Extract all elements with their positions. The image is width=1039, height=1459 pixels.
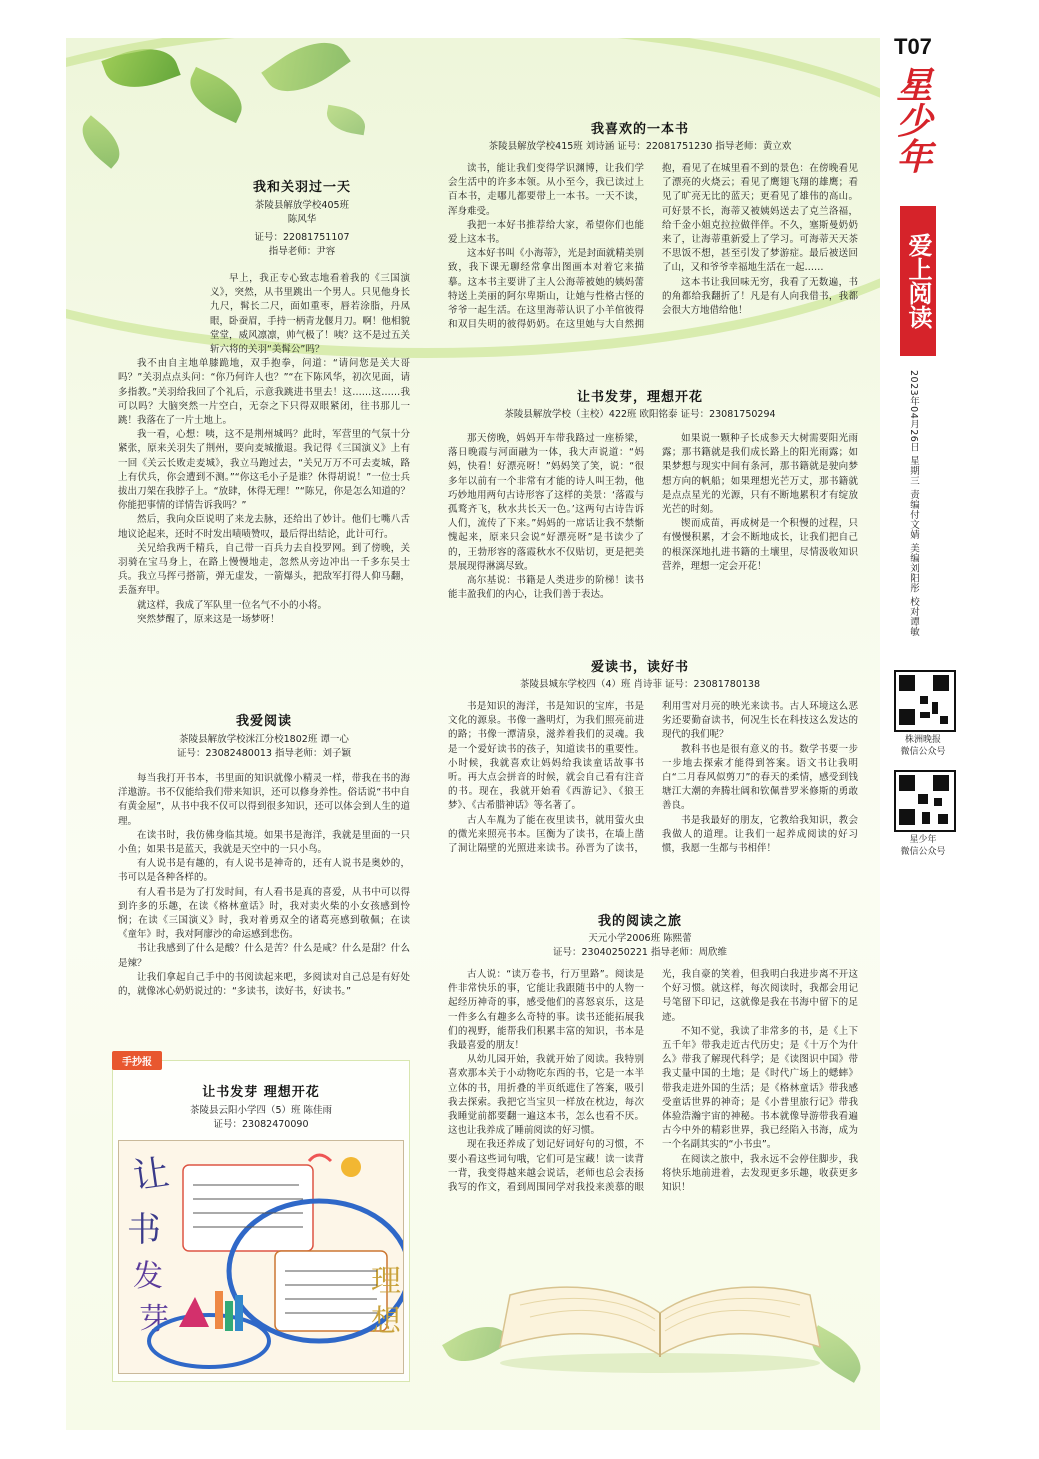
poster-cert: 证号：23082470090 [213,1119,309,1130]
article-author: 陈风华 [287,214,317,225]
paragraph: 有人说书是有趣的，有人说书是神奇的，还有人说书是奥妙的，书可以是各种各样的。 [118,858,410,884]
date-editor-line: 2023年04月26日 星期三 责编付文婧 美编刘阳彤 校对谭敏 [908,370,919,637]
poster-tag: 手抄报 [112,1051,162,1070]
paragraph: 书是知识的海洋，书是知识的宝库，书是文化的源泉。书像一盏明灯，为我们照亮前进的路；书像一潭清泉，滋养着我们的灵魂。我是一个爱好读书的孩子，知道读书的重要性。小时候，我就喜欢让妈妈给我读童话故事书听。再大点会拼音的时候，就会自己看有注音的书。现在，我就开始看《西游记》、《狼王梦》、《古希腊神话》等名著了。 [448,701,644,812]
article-book-sprout [430,386,850,422]
article-byline: 茶陵县解放学校（主校）422班 欧阳铭泰 证号：23081750294 [504,409,776,420]
qr-label: 株洲晚报 微信公众号 [900,735,946,757]
svg-text:让: 让 [130,1152,172,1198]
svg-text:发: 发 [133,1259,163,1294]
svg-text:理: 理 [371,1264,401,1299]
poster-title: 让书发芽 理想开花 [202,1085,320,1100]
svg-text:书: 书 [127,1210,161,1250]
paragraph: 书是我最好的朋友，它教给我知识，教会我做人的道理。让我们一起养成阅读的好习惯，我愿一生都与书相伴！ [662,814,858,855]
paragraph: 读书，能让我们变得学识渊博，让我们学会生活中的许多本领。从小至今，我已读过上百本书，走哪儿都要带上一本书。一天不读，浑身难受。 [448,163,644,217]
paragraph: 我不由自主地单膝跪地，双手抱拳，问道：“请问您是关大哥吗？”关羽点点头问：“你乃何许人也？”“在下陈风华，初次见面，请多指教。”关羽给我回了个礼后，示意我跳进书里去！这……这……我可以吗？大脑突然一片空白，无奈之下只得双眼紧闭，往书那儿一跳！我落在了一片土地上。 [118,358,410,427]
paragraph: 高尔基说：书籍是人类进步的阶梯！读书能丰盈我们的内心，让我们善于表达。 [448,575,644,601]
section-label: 爱上阅读 [900,206,936,356]
paragraph: 不知不觉，我读了非常多的书，是《上下五千年》带我走近古代历史；是《十万个为什么》带我了解现代科学；是《读图识中国》带我丈量中国的土地；是《时代广场上的蟋蟀》带我走进外国的生活；是《格林童话》带我感受童话世界的神奇；是《小普里旅行记》带我体验浩瀚宇宙的神秘。书本就像导游带我看遍古今中外的精彩世界，我已经陷入书海，成为一个名副其实的“小书虫”。 [662,1025,858,1151]
article-guanyu-body [118,272,410,627]
paragraph: 书让我感到了什么是酸？什么是苦？什么是咸？什么是甜？什么是辣？ [118,943,410,969]
paragraph: 突然梦醒了，原来这是一场梦呀！ [137,613,280,625]
paragraph: 早上，我正专心致志地看着我的《三国演义》，突然，从书里跳出一个男人。只见他身长九尺，髯长二尺，面如重枣，唇若涂脂，丹凤眼，卧蚕眉，手持一柄青龙偃月刀。啊！他相貌堂堂，威风凛凛，帅气极了！咦？这不是过五关斩六将的关羽“美髯公”吗？ [210,273,410,356]
poster-school: 茶陵县云阳小学四（5）班 陈佳雨 [189,1105,333,1116]
paragraph: 然后，我向众臣说明了来龙去脉，还给出了妙计。他们七嘴八舌地议论起来，还时不时发出啧啧赞叹，最后得出结论，此计可行。 [118,514,410,540]
article-read-good-books-body [448,700,858,896]
article-cert: 证号：23040250221 指导老师：周欣维 [552,947,727,958]
paragraph: 如果说一颗种子长成参天大树需要阳光雨露；那书籍就是我们成长路上的阳光雨露；如果梦想与现实中间有条河，那书籍就是驶向梦想方向的帆船；如果理想光芒万丈，那书籍就是点点星光的光源，只有不断地累积才有绽放光芒的时刻。 [662,433,858,516]
paragraph: 从幼儿园开始，我就开始了阅读。我特别喜欢那本关于小动物吃东西的书，它是一本半立体的书，用折叠的半页纸遮住了答案，吸引我去探索。我把它当宝贝一样放在枕边，每次我睡觉前都要翻一遍这本书，怎么也看不厌。这也让我养成了睡前阅读的好习惯。 [448,1054,644,1137]
article-school: 茶陵县解放学校405班 [254,200,350,211]
article-love-reading [118,710,410,761]
qr-code-zhuzhou [894,670,956,732]
article-read-good-books [430,656,850,692]
article-cert: 证号：23082480013 指导老师：刘子颖 [176,748,351,759]
article-byline: 茶陵县解放学校415班 刘诗涵 证号：22081751230 指导老师：黄立欢 [488,141,792,152]
article-title: 让书发芽，理想开花 [576,390,703,405]
svg-text:想: 想 [371,1304,401,1339]
page-number: T07 [894,34,932,59]
qr-label: 星少年 微信公众号 [900,835,946,857]
paragraph: 这本好书叫《小海蒂》，光是封面就精美别致，我下课无聊经常拿出图画本对着它来描摹。这本书主要讲了主人公海蒂被她的姨妈蕾特送上美丽的阿尔卑斯山，让她与性格古怪的爷爷一起生活。在这里海蒂认识了小羊倌彼得和双目失明的彼得奶奶。在这里她与大自然拥抱，看见了在城里看不到的景色：在傍晚看见了漂亮的火烧云；看见了鹰翅飞翔的雄鹰；看见了旷亮无比的蓝天；更看见了雄伟的高山。可好景不长，海蒂又被姨妈送去了克兰洛福，给千金小姐克拉拉做伴伴。不久，塞斯曼奶奶来了，让海蒂重新爱上了学习。可海蒂天天茶不思饭不想，甚至引发了梦游症。最后被送回了山，又和爷爷幸福地生活在一起…… [448,163,858,331]
article-reading-journey-body [448,968,858,1268]
article-reading-journey [430,910,850,960]
paragraph: 教科书也是很有意义的书。数学书要一步一步地去探索才能得到答案。语文书让我明白“二月春风似剪刀”的春天的柔情，感受到钱塘江大潮的奔腾壮阔和钦佩普罗米修斯的勇敢善良。 [662,743,858,812]
paragraph: 古人车胤为了能在夜里读书，就用萤火虫的微光来照亮书本。匡衡为了读书，在墙上凿了洞让隔壁的光照进来读书。孙晋为了读书，利用雪对月亮的映光来读书。古人环境这么恶劣还要勤奋读书，何况生长在科技这么发达的现代的我们呢？ [448,701,858,855]
article-cert: 证号：22081751107 [254,232,350,243]
paragraph: 有人看书是为了打发时间，有人看书是真的喜爱，从书中可以得到许多的乐趣，在读《格林童话》时，我对卖火柴的小女孩感到怜悯；在读《三国演义》时，我对着勇双全的诸葛亮感到敬佩；在读《童年》时，我对阿廖沙的命运感到悲伤。 [118,886,410,941]
handwritten-poster-image [118,1140,404,1374]
paragraph: 让我们拿起自己手中的书阅读起来吧，多阅读对自己总是有好处的，就像冰心奶奶说过的：“多读书，读好书，好读书。” [118,971,410,998]
right-sidebar [888,30,1039,1450]
qr-code-xingshaonian [894,770,956,832]
paragraph: 在阅读之旅中，我永远不会停住脚步，我将快乐地前进着，去发现更多乐趣，收获更多知识！ [662,1153,858,1194]
poster-illustration [119,1141,403,1373]
article-title: 爱读书，读好书 [590,660,689,675]
paragraph: 这本书让我回味无穷，我看了无数遍，书的角都给我翻折了！凡是有人向我借书，我都会很大方地借给他！ [662,276,858,317]
paragraph: 我一看，心想：咦，这不是荆州城吗？此时，军营里的气氛十分紧张，原来关羽失了荆州，要向麦城撤退。我记得《三国演义》上有一回《关云长败走麦城》，我立马跑过去，“关兄万万不可去麦城，路上有伏兵，你会遭到不测。”“你这毛小子是谁？休得胡说！”一位士兵拔出刀架在我脖子上。“放肆，休得无理！”“陈兄，你是怎么知道的？你能把事情的详情告诉我吗？” [118,429,410,512]
article-favorite-book-body [448,162,858,372]
paragraph: 古人说：“读万卷书，行万里路”。阅读是件非常快乐的事，它能让我跟随书中的人物一起经历神奇的事，感受他们的喜怒哀乐，这是一件多么有趣多么奇特的事。读书还能拓展我们的视野，能帮我们积累丰富的知识，书本是我最喜爱的朋友！ [448,969,644,1052]
article-love-reading-body [118,772,410,999]
paragraph: 现在我还养成了划记好词好句的习惯，不要小看这些词句哦，它们可是宝藏！读一读背一背，我变得越来越会说话，老师也总会表扬我写的作文，看到周围同学对我投来羡慕的眼光，我自豪的笑着，但我明白我进步离不开这个好习惯。就这样，每次阅读时，我都会用记号笔留下印记，这就像是我在书海中留下的足迹。 [448,969,858,1194]
article-school: 天元小学2006班 陈熙蕾 [588,933,692,944]
brand-logo [892,66,952,216]
brand-name: 星少年 [891,66,933,174]
svg-text:芽: 芽 [139,1302,169,1337]
article-guanyu [194,176,410,259]
article-favorite-book [430,118,850,154]
article-title: 我的阅读之旅 [597,914,682,929]
paragraph: 在读书时，我仿佛身临其境。如果书是海洋，我就是里面的一只小鱼；如果书是蓝天，我就是天空中的一只小鸟。 [118,829,410,856]
article-book-sprout-body [448,432,858,644]
paragraph: 每当我打开书本，书里面的知识就像小精灵一样，带我在书的海洋遨游。书不仅能给我们带来知识，还可以修身养性。俗话说“书中自有黄金屋”，从书中我不仅可以得到很多知识，还可以体会到人生的道理。 [118,773,410,827]
article-byline: 茶陵县城东学校四（4）班 肖诗菲 证号：23081780138 [519,679,761,690]
article-title: 我和关羽过一天 [252,180,351,195]
article-school: 茶陵县解放学校洣江分校1802班 谭一心 [179,734,349,745]
paragraph: 我把一本好书推荐给大家，希望你们也能爱上这本书。 [448,219,644,246]
paragraph: 就这样，我成了军队里一位名气不小的小将。 [137,599,328,611]
paragraph: 锲而成苗，再成树是一个积慢的过程，只有慢慢积累，才会不断地成长，让我们把自己的根深深地扎进书籍的土壤里，尽情汲收知识营养，理想一定会开花！ [662,518,858,572]
paragraph: 关兄给我两千精兵，自己带一百兵力去自投罗网。到了傍晚，关羽骑在宝马身上，在路上慢慢地走，忽然从旁边冲出一千多东吴士兵。我立马挥弓搭箭，弹无虚发，一箭爆头，把敌军打得人仰马翻，丢盔弃甲。 [118,542,410,597]
article-title: 我喜欢的一本书 [590,122,689,137]
paragraph: 那天傍晚，妈妈开车带我路过一座桥梁，落日晚霞与河面融为一体，我大声说道：“妈妈，快看！好漂亮呀！”妈妈笑了笑，说：“很多年以前有一个非常有才能的诗人叫王勃，他巧妙地用两句古诗形容了这样的美景：‘落霞与孤鹜齐飞，秋水共长天一色。’这两句古诗告诉人们，流传了下来。”妈妈的一席话让我不禁惭愧起来，原来只会说“好漂亮呀”是书读少了的，王勃形容的落霞秋水不仅贴切，更是把美景展现得淋漓尽致。 [448,433,644,572]
open-book-illustration [490,1235,830,1375]
article-teacher: 指导老师：尹容 [268,246,336,257]
article-title: 我爱阅读 [235,714,292,729]
